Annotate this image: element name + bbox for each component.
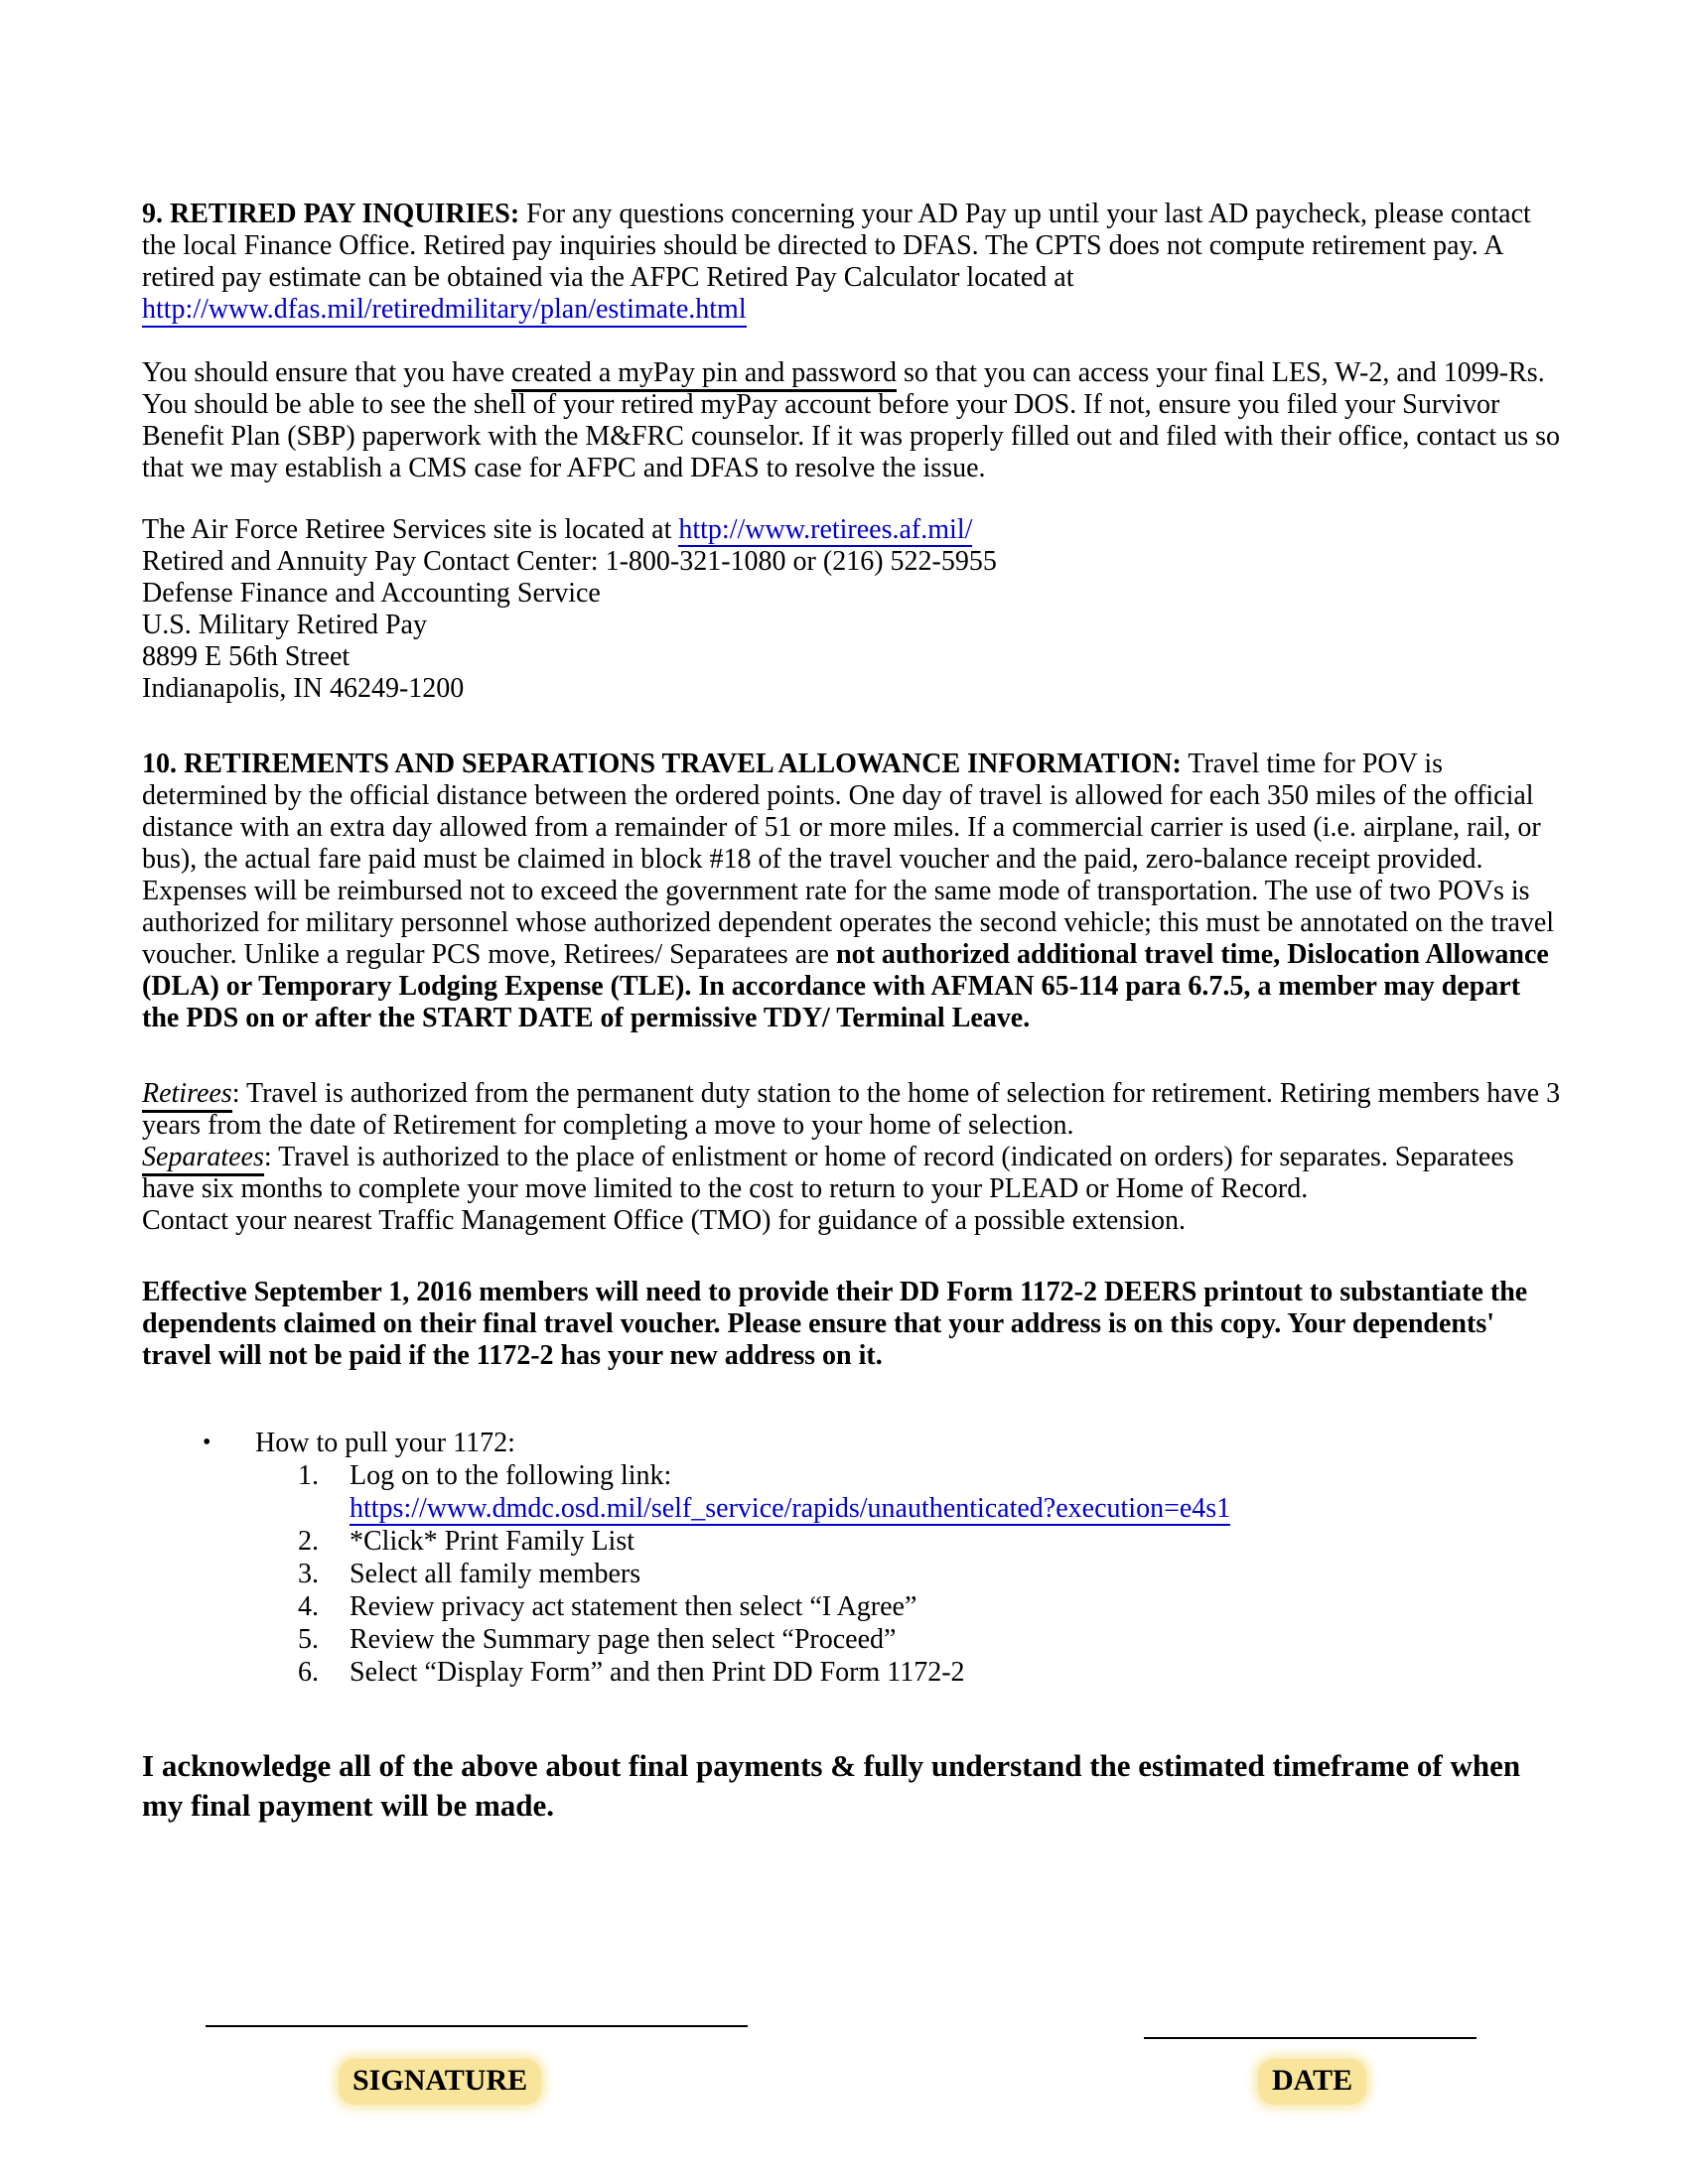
separatees-label: Separatees bbox=[142, 1142, 264, 1176]
retirees-text: : Travel is authorized from the permanent duty station to the home of selection for retirement. Retiring members have 3 years from the date of Retirement for completing a move to your home of selection. bbox=[142, 1078, 1561, 1141]
step-text: Select “Display Form” and then Print DD Form 1172-2 bbox=[350, 1657, 965, 1688]
step-row bbox=[142, 1623, 1562, 1656]
city-line: Indianapolis, IN 46249-1200 bbox=[142, 673, 465, 704]
step-number: 5. bbox=[298, 1624, 319, 1655]
step-row bbox=[142, 1656, 1562, 1689]
retired-pay-line: U.S. Military Retired Pay bbox=[142, 610, 427, 640]
section-9-paragraph bbox=[142, 199, 1562, 328]
dfas-line: Defense Finance and Accounting Service bbox=[142, 578, 601, 609]
travel-rules-paragraph bbox=[142, 1078, 1562, 1237]
retiree-services-line bbox=[142, 514, 1562, 546]
section-10-bold-text: not authorized additional travel time, Dislocation Allowance (DLA) or Temporary Lodging Expense (TLE). In accordance with AFMAN 65-114 para 6.7.5, a member may depart the PDS on or after the START DATE of permissive TDY/ Terminal Leave. bbox=[142, 939, 1549, 1033]
section-10-heading: 10. RETIREMENTS AND SEPARATIONS TRAVEL ALLOWANCE INFORMATION: bbox=[142, 749, 1182, 779]
document-content bbox=[142, 199, 1562, 1826]
step-row bbox=[142, 1525, 1562, 1558]
step-content bbox=[350, 1459, 1562, 1525]
retired-pay-calculator-link[interactable]: http://www.dfas.mil/retiredmilitary/plan/estimate.html bbox=[142, 294, 747, 328]
step-row bbox=[142, 1590, 1562, 1623]
contact-info-block bbox=[142, 514, 1562, 705]
signature-label: SIGNATURE bbox=[339, 2059, 541, 2105]
section-9-heading: 9. RETIRED PAY INQUIRIES: bbox=[142, 199, 520, 229]
retiree-services-link[interactable]: http://www.retirees.af.mil/ bbox=[678, 514, 973, 545]
mypay-post-text: so that you can access your final LES, W-2, and 1099-Rs. You should be able to see the shell of your retired myPay account before your DOS. If not, ensure you filed your Survivor Benefit Plan (SBP) paperwork with the M&FRC counselor. If it was properly filled out and filed with their office, contact us so that we may establish a CMS case for AFPC and DFAS to resolve the issue. bbox=[142, 357, 1560, 483]
retiree-services-text: The Air Force Retiree Services site is located at bbox=[142, 514, 679, 545]
mypay-pre-text: You should ensure that you have bbox=[142, 357, 512, 388]
signature-line bbox=[206, 2025, 748, 2027]
step-text: Review the Summary page then select “Proceed” bbox=[350, 1624, 897, 1655]
tmo-contact-text: Contact your nearest Traffic Management Office (TMO) for guidance of a possible extension. bbox=[142, 1205, 1186, 1236]
date-line bbox=[1144, 2037, 1477, 2039]
step-number: 4. bbox=[298, 1591, 319, 1622]
mypay-underlined-text: created a myPay pin and password bbox=[511, 357, 897, 392]
mypay-paragraph bbox=[142, 357, 1562, 484]
bullet-icon: • bbox=[203, 1430, 211, 1455]
step-text: Select all family members bbox=[350, 1559, 641, 1589]
step-number: 1. bbox=[298, 1460, 319, 1491]
step-text: *Click* Print Family List bbox=[350, 1526, 635, 1557]
step-text: Review privacy act statement then select “I Agree” bbox=[350, 1591, 917, 1622]
deers-notice-paragraph: Effective September 1, 2016 members will need to provide their DD Form 1172-2 DEERS printout to substantiate the dependents claimed on their final travel voucher. Please ensure that your address is on this copy. Your dependents' travel will not be paid if the 1172-2 has your new address on it. bbox=[142, 1277, 1528, 1371]
acknowledgment-paragraph: I acknowledge all of the above about final payments & fully understand the estimated timeframe of when my final payment will be made. bbox=[142, 1748, 1521, 1823]
section-9-text: For any questions concerning your AD Pay up until your last AD paycheck, please contact the local Finance Office. Retired pay inquiries should be directed to DFAS. The CPTS does not compute retirement pay. A retired pay estimate can be obtained via the AFPC Retired Pay Calculator located at bbox=[142, 199, 1531, 293]
step-number: 3. bbox=[298, 1559, 319, 1589]
dmdc-link[interactable]: https://www.dmdc.osd.mil/self_service/rapids/unauthenticated?execution=e4s1 bbox=[350, 1493, 1231, 1524]
howto-title-row bbox=[142, 1427, 1562, 1459]
retirees-label: Retirees bbox=[142, 1078, 232, 1113]
section-10-paragraph bbox=[142, 749, 1562, 1034]
date-label: DATE bbox=[1258, 2059, 1366, 2105]
step-text: Log on to the following link: bbox=[350, 1460, 672, 1491]
section-10-text: Travel time for POV is determined by the official distance between the ordered points. One day of travel is allowed for each 350 miles of the official distance with an extra day allowed from a remainder of 51 or more miles. If a commercial carrier is used (i.e. airplane, rail, or bus), the actual fare paid must be claimed in block #18 of the travel voucher and the paid, zero-balance receipt provided. Expenses will be reimbursed not to exceed the government rate for the same mode of transportation. The use of two POVs is authorized for military personnel whose authorized dependent operates the second vehicle; this must be annotated on the travel voucher. Unlike a regular PCS move, Retirees/ Separatees are bbox=[142, 749, 1555, 970]
howto-list bbox=[142, 1427, 1562, 1689]
step-row bbox=[142, 1459, 1562, 1525]
step-number: 6. bbox=[298, 1657, 319, 1688]
separatees-text: : Travel is authorized to the place of enlistment or home of record (indicated on orders) for separates. Separatees have six months to complete your move limited to the cost to return to your PLEAD or Home of Record. bbox=[142, 1142, 1514, 1204]
howto-title: How to pull your 1172: bbox=[255, 1428, 515, 1458]
step-row bbox=[142, 1558, 1562, 1590]
step-number: 2. bbox=[298, 1526, 319, 1557]
street-line: 8899 E 56th Street bbox=[142, 641, 351, 672]
contact-center-line: Retired and Annuity Pay Contact Center: 1-800-321-1080 or (216) 522-5955 bbox=[142, 546, 997, 577]
